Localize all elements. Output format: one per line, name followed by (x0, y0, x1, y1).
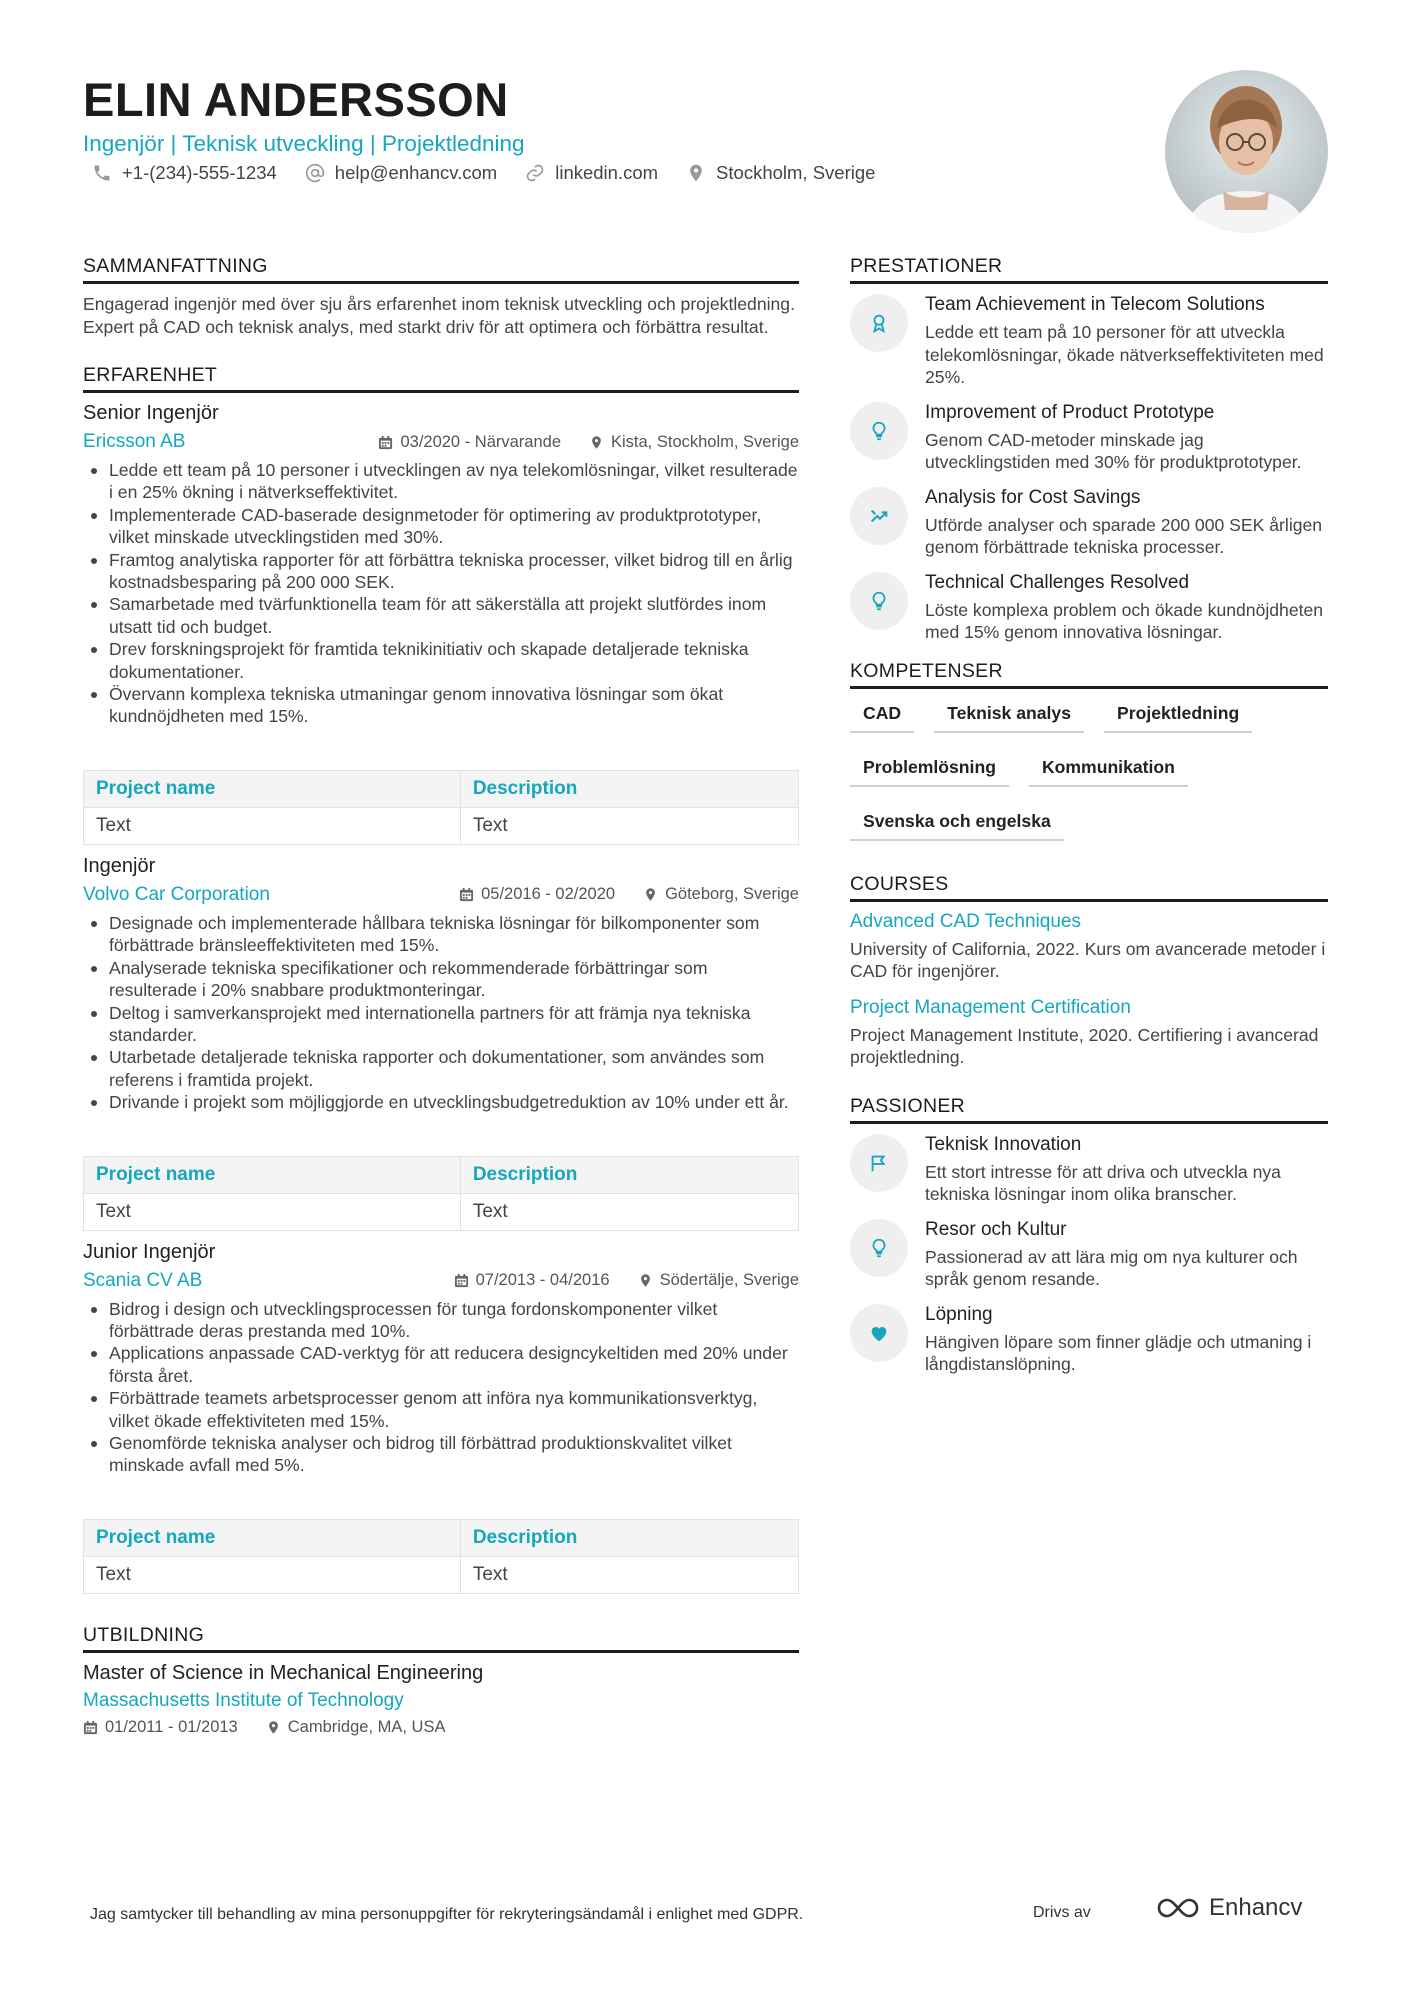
courses-section (850, 873, 1328, 1069)
calendar-icon (83, 1720, 98, 1735)
education-section (83, 1624, 799, 1740)
item-body (925, 1133, 1328, 1206)
location-text: Cambridge, MA, USA (287, 1718, 446, 1737)
job-entry (83, 402, 799, 845)
heart-icon (868, 1322, 890, 1344)
achievement-item (850, 486, 1328, 559)
contact-bar (92, 162, 875, 184)
table-row (84, 1556, 799, 1593)
job-title: Ingenjör (83, 854, 156, 877)
project-name-header: Project name (84, 770, 461, 807)
achievement-title: Analysis for Cost Savings (925, 486, 1141, 508)
job-title: Senior Ingenjör (83, 402, 219, 424)
skills-list (850, 703, 1328, 865)
contact-email[interactable] (305, 162, 497, 184)
at-icon (305, 163, 325, 183)
enhancv-logo-icon (1155, 1895, 1201, 1921)
bullet-item: Applications anpassade CAD-verktyg för att reducera designcykeltiden med 20% under första året. (83, 1342, 799, 1387)
email-text: help@enhancv.com (334, 162, 498, 183)
phone-icon (92, 163, 112, 183)
school-name: Massachusetts Institute of Technology (83, 1689, 404, 1711)
chart-arrows-icon (868, 505, 890, 527)
education-dates (83, 1718, 238, 1737)
achievement-desc: Genom CAD-metoder minskade jag utvecklingstiden med 30% för produktprototyper. (925, 429, 1302, 472)
right-column (850, 255, 1328, 1388)
candidate-name: ELIN ANDERSSON (83, 73, 509, 126)
skill-tag: Kommunikation (1029, 757, 1188, 787)
education-location (266, 1718, 446, 1737)
bullet-item: Genomförde tekniska analyser och bidrog till förbättrad produktionskvalitet vilket minskade avfall med 5%. (83, 1432, 799, 1477)
item-body (925, 293, 1328, 389)
bullet-item: Implementerade CAD-baserade designmetoder för optimering av produktprototyper, vilket minskade utvecklingstiden med 30%. (83, 504, 799, 549)
job-bullets (83, 459, 799, 728)
course-desc: Project Management Institute, 2020. Certifiering i avancerad projektledning. (850, 1024, 1319, 1067)
courses-heading: COURSES (850, 873, 1328, 902)
job-dates (378, 433, 561, 452)
achievement-desc: Utförde analyser och sparade 200 000 SEK årligen genom förbättrade tekniska processer. (925, 514, 1323, 557)
passion-title: Teknisk Innovation (925, 1133, 1082, 1155)
education-heading: UTBILDNING (83, 1624, 799, 1653)
link-icon (525, 163, 545, 183)
bullet-item: Förbättrade teamets arbetsprocesser genom att införa nya kommunikationsverktyg, vilket ökade effektiviteten med 15%. (83, 1387, 799, 1432)
company-name: Ericsson AB (83, 431, 186, 452)
bullet-item: Övervann komplexa tekniska utmaningar genom innovativa lösningar som ökat kundnöjdheten med 15%. (83, 683, 799, 728)
course-title: Project Management Certification (850, 996, 1131, 1018)
location-pin-icon (638, 1273, 653, 1288)
job-entry (83, 855, 799, 1231)
enhancv-logo[interactable] (1155, 1894, 1302, 1922)
job-entry (83, 1241, 799, 1594)
contact-phone[interactable] (92, 162, 277, 184)
summary-section (83, 255, 799, 338)
location-pin-icon (643, 887, 658, 902)
item-body (925, 401, 1328, 474)
education-meta (83, 1716, 799, 1740)
experience-heading: ERFARENHET (83, 364, 799, 393)
award-icon (868, 312, 890, 334)
profile-photo (1165, 70, 1328, 233)
passion-item (850, 1133, 1328, 1206)
table-cell: Text (84, 807, 461, 844)
course-item (850, 911, 1328, 983)
location-pin-icon (686, 163, 706, 183)
item-body (925, 486, 1328, 559)
passion-desc: Passionerad av att lära mig om nya kulturer och språk genom resande. (925, 1246, 1298, 1289)
icon-badge (850, 487, 908, 545)
job-meta (83, 430, 799, 454)
job-title: Junior Ingenjör (83, 1240, 216, 1263)
bullet-item: Analyserade tekniska specifikationer och rekommenderade förbättringar som resulterade i 20% snabbare produktmonteringar. (83, 957, 799, 1002)
experience-section (83, 364, 799, 1594)
description-header: Description (460, 770, 798, 807)
candidate-tagline: Ingenjör | Teknisk utveckling | Projektledning (83, 131, 525, 156)
project-table (83, 1156, 799, 1231)
icon-badge (850, 294, 908, 352)
passion-item (850, 1303, 1328, 1376)
flag-icon (868, 1152, 890, 1174)
left-column (83, 255, 799, 1740)
linkedin-text: linkedin.com (555, 162, 659, 183)
achievement-item (850, 293, 1328, 389)
calendar-icon (454, 1273, 469, 1288)
achievement-title: Improvement of Product Prototype (925, 401, 1215, 423)
course-item (850, 997, 1328, 1069)
lightbulb-icon (868, 1237, 890, 1259)
passion-title: Resor och Kultur (925, 1218, 1067, 1240)
bullet-item: Designade och implementerade hållbara tekniska lösningar för bilkomponenter som förbättrade bränsleeffektiviteten med 15%. (83, 912, 799, 957)
location-pin-icon (266, 1720, 281, 1735)
skill-tag: Svenska och engelska (850, 811, 1064, 841)
job-bullets (83, 912, 799, 1114)
course-title: Advanced CAD Techniques (850, 910, 1081, 932)
job-location (638, 1271, 799, 1290)
calendar-icon (378, 435, 393, 450)
bullet-item: Drivande i projekt som möjliggjorde en utvecklingsbudgetreduktion av 10% under ett år. (83, 1091, 799, 1113)
powered-by-label: Drivs av (1033, 1904, 1091, 1921)
skills-heading: KOMPETENSER (850, 660, 1328, 689)
bullet-item: Deltog i samverkansprojekt med internationella partners för att främja nya tekniska standarder. (83, 1002, 799, 1047)
description-header: Description (460, 1156, 798, 1193)
brand-name: Enhancv (1209, 1894, 1303, 1921)
job-dates (459, 885, 615, 904)
table-cell: Text (84, 1556, 461, 1593)
calendar-icon (459, 887, 474, 902)
company-name: Volvo Car Corporation (83, 883, 270, 905)
skill-tag: Problemlösning (850, 757, 1009, 787)
job-location (643, 885, 799, 904)
company-name: Scania CV AB (83, 1269, 203, 1291)
skill-tag: Projektledning (1104, 703, 1252, 733)
passion-title: Löpning (925, 1303, 993, 1325)
location-text: Stockholm, Sverige (716, 162, 876, 183)
achievements-heading: PRESTATIONER (850, 255, 1328, 284)
job-bullets (83, 1298, 799, 1477)
achievement-desc: Löste komplexa problem och ökade kundnöjdheten med 15% genom innovativa lösningar. (925, 599, 1324, 642)
bullet-item: Utarbetade detaljerade tekniska rapporter och dokumentationer, som användes som referens i framtida projekt. (83, 1046, 799, 1091)
project-table (83, 770, 799, 845)
icon-badge (850, 402, 908, 460)
skill-tag: Teknisk analys (934, 703, 1084, 733)
passion-desc: Ett stort intresse för att driva och utveckla nya tekniska lösningar inom olika branscher. (925, 1161, 1281, 1204)
project-table (83, 1519, 799, 1594)
table-cell: Text (460, 1193, 798, 1230)
table-cell: Text (84, 1193, 461, 1230)
contact-location (686, 162, 875, 184)
lightbulb-icon (868, 420, 890, 442)
job-meta (83, 883, 799, 907)
skills-section (850, 660, 1328, 865)
table-header-row (84, 770, 799, 807)
contact-linkedin[interactable] (525, 162, 658, 184)
project-name-header: Project name (84, 1519, 461, 1556)
job-dates (454, 1271, 610, 1290)
job-location (589, 433, 799, 452)
achievement-title: Technical Challenges Resolved (925, 571, 1190, 593)
table-cell: Text (460, 807, 798, 844)
table-header-row (84, 1519, 799, 1556)
degree-title: Master of Science in Mechanical Engineering (83, 1661, 484, 1684)
item-body (925, 1303, 1328, 1376)
item-body (925, 1218, 1328, 1291)
description-header: Description (460, 1519, 798, 1556)
achievement-item (850, 571, 1328, 644)
bullet-item: Ledde ett team på 10 personer i utvecklingen av nya telekomlösningar, vilket resulterade i en 25% ökning i nätverkseffektivitet. (83, 459, 799, 504)
achievement-title: Team Achievement in Telecom Solutions (925, 294, 1265, 315)
bullet-item: Framtog analytiska rapporter för att förbättra tekniska processer, vilket bidrog till en årlig kostnadsbesparing på 200 000 SEK. (83, 549, 799, 594)
location-text: Kista, Stockholm, Sverige (611, 432, 799, 451)
item-body (925, 571, 1328, 644)
location-text: Södertälje, Sverige (659, 1271, 799, 1290)
achievement-desc: Ledde ett team på 10 personer för att utveckla telekomlösningar, ökade nätverkseffektiviteten med 25%. (925, 322, 1324, 387)
location-pin-icon (589, 435, 604, 450)
bullet-item: Bidrog i design och utvecklingsprocessen för tunga fordonskomponenter vilket förbättrade deras prestanda med 10%. (83, 1298, 799, 1343)
gdpr-consent: Jag samtycker till behandling av mina personuppgifter för rekryteringsändamål i enlighet med GDPR. (90, 1906, 804, 1923)
summary-text: Engagerad ingenjör med över sju års erfarenhet inom teknisk utveckling och projektledning. Expert på CAD och teknisk analys, med starkt driv för att optimera och förbättra resultat. (83, 294, 795, 337)
achievement-item (850, 401, 1328, 474)
dates-text: 05/2016 - 02/2020 (481, 885, 616, 904)
lightbulb-icon (868, 590, 890, 612)
icon-badge (850, 1134, 908, 1192)
table-header-row (84, 1156, 799, 1193)
table-row (84, 807, 799, 844)
icon-badge (850, 1304, 908, 1362)
skill-tag: CAD (850, 703, 914, 733)
summary-heading: SAMMANFATTNING (83, 255, 799, 284)
course-desc: University of California, 2022. Kurs om avancerade metoder i CAD för ingenjörer. (850, 938, 1326, 981)
bullet-item: Drev forskningsprojekt för framtida teknikinitiativ och skapade detaljerade tekniska dokumentationer. (83, 638, 799, 683)
dates-text: 03/2020 - Närvarande (400, 432, 561, 451)
passions-section (850, 1095, 1328, 1376)
passions-heading: PASSIONER (850, 1095, 1328, 1124)
location-text: Göteborg, Sverige (665, 885, 799, 904)
table-cell: Text (460, 1556, 798, 1593)
passion-desc: Hängiven löpare som finner glädje och utmaning i långdistanslöpning. (925, 1331, 1312, 1374)
table-row (84, 1193, 799, 1230)
dates-text: 07/2013 - 04/2016 (475, 1271, 610, 1290)
bullet-item: Samarbetade med tvärfunktionella team för att säkerställa att projekt slutfördes inom utsatt tid och budget. (83, 593, 799, 638)
icon-badge (850, 1219, 908, 1277)
project-name-header: Project name (84, 1156, 461, 1193)
dates-text: 01/2011 - 01/2013 (105, 1718, 238, 1737)
job-meta (83, 1269, 799, 1293)
icon-badge (850, 572, 908, 630)
phone-text: +1-(234)-555-1234 (122, 162, 277, 183)
achievements-section (850, 255, 1328, 644)
passion-item (850, 1218, 1328, 1291)
